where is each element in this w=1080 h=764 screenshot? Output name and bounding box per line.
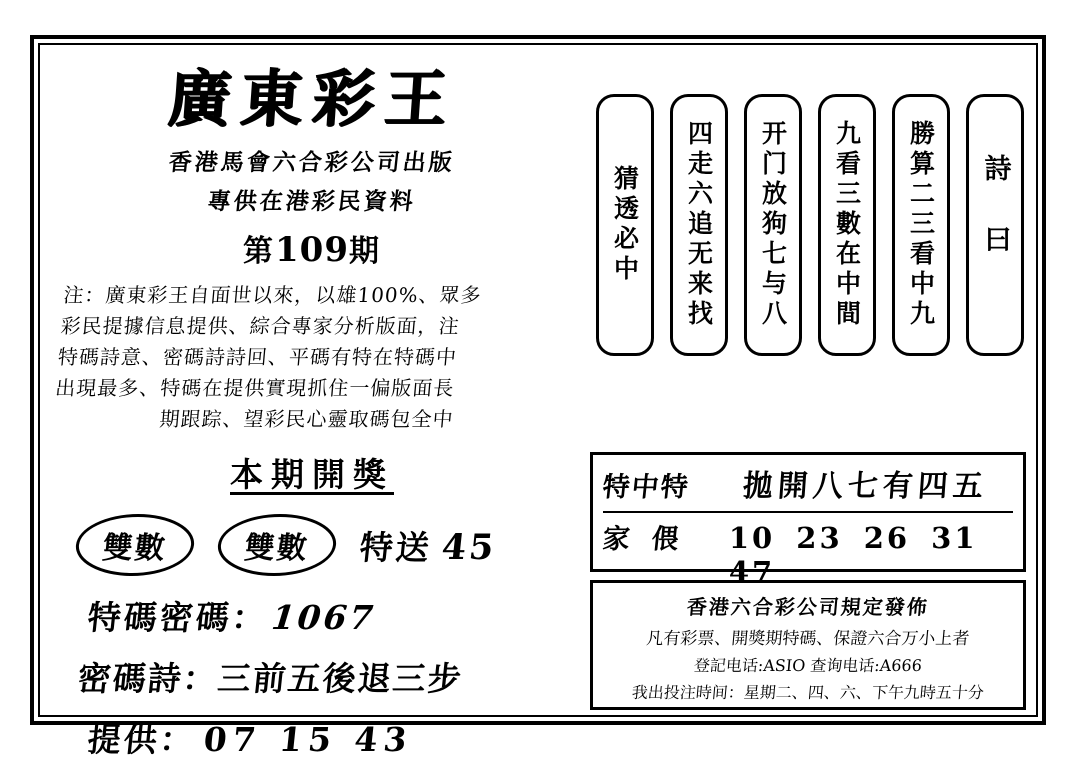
subtitle-audience: 專供在港彩民資料 xyxy=(206,188,418,215)
issue-prefix: 第 xyxy=(243,234,275,269)
note-line-1: 注：廣東彩王自面世以來，以雄100%、眾多 xyxy=(62,283,483,307)
special-code-label: 特碼密碼： xyxy=(85,598,270,637)
special-send xyxy=(358,522,500,569)
result-row-numbers xyxy=(601,511,1013,589)
verse-text-6: 猜透必中 xyxy=(610,165,640,285)
footer-line-3: 我出投注時间：星期二、四、六、下午九時五十分 xyxy=(631,683,985,702)
note-line-3: 特碼詩意、密碼詩詩回、平碼有特在特碼中 xyxy=(56,345,459,369)
provide-row xyxy=(50,714,575,761)
verse-text-1: 詩曰 xyxy=(979,154,1011,296)
left-column xyxy=(52,52,572,759)
verse-box-1 xyxy=(966,94,1024,356)
verse-box-2 xyxy=(892,94,950,356)
code-poem-label: 密碼詩： xyxy=(75,659,220,698)
subtitle-publisher: 香港馬會六合彩公司出版 xyxy=(167,149,457,176)
right-column xyxy=(590,52,1030,708)
result-value-special: 拋開八七有四五 xyxy=(741,469,989,504)
provide-label: 提供： xyxy=(85,720,198,759)
result-box xyxy=(590,452,1026,589)
special-code-row xyxy=(50,592,575,639)
verse-box-6 xyxy=(596,94,654,356)
verse-text-3: 九看三數在中間 xyxy=(832,120,862,330)
verse-box-5 xyxy=(670,94,728,356)
code-poem-value: 三前五後退三步 xyxy=(215,659,465,698)
note-line-2: 彩民提據信息提供、綜合專家分析版面，注 xyxy=(59,314,461,338)
verse-box-3 xyxy=(818,94,876,356)
parity-badge-2: 雙數 xyxy=(215,514,340,576)
note-line-5: 期跟踪、望彩民心靈取碼包全中 xyxy=(158,407,455,431)
verse-text-4: 开门放狗七与八 xyxy=(758,120,788,330)
ovals-row xyxy=(52,514,572,576)
result-label-special: 特中特 xyxy=(601,472,692,503)
verse-box-4 xyxy=(744,94,802,356)
footer-line-2: 登記电话:ASIO 查询电话:A666 xyxy=(693,656,923,675)
special-send-value: 45 xyxy=(439,526,499,568)
result-value-numbers: 10 23 26 31 47 xyxy=(728,521,978,589)
result-label-numbers: 家偎 xyxy=(601,524,703,555)
special-code-value: 1067 xyxy=(269,598,378,637)
issue-number: 109 xyxy=(275,230,349,270)
verse-boxes xyxy=(590,52,1030,352)
verse-text-5: 四走六追无来找 xyxy=(684,120,714,330)
note-block xyxy=(45,280,579,435)
issue-line xyxy=(52,226,572,270)
footer-title: 香港六合彩公司規定發佈 xyxy=(685,595,930,619)
footer-box xyxy=(590,580,1026,710)
provide-value: 07 15 43 xyxy=(201,720,415,759)
special-send-label: 特送 xyxy=(357,527,434,567)
draw-section-title: 本期開獎 xyxy=(230,455,394,494)
verse-text-2: 勝算二三看中九 xyxy=(906,120,936,330)
code-poem-row xyxy=(50,653,575,700)
page-title: 廣東彩王 xyxy=(165,62,459,135)
footer-line-1: 凡有彩票、開獎期特碼、保證六合万小上者 xyxy=(645,629,971,649)
result-row-special xyxy=(603,461,1013,511)
issue-suffix: 期 xyxy=(348,234,381,269)
parity-badge-1: 雙數 xyxy=(73,514,198,576)
note-line-4: 出現最多、特碼在提供實現抓住一偏版面長 xyxy=(54,376,456,400)
